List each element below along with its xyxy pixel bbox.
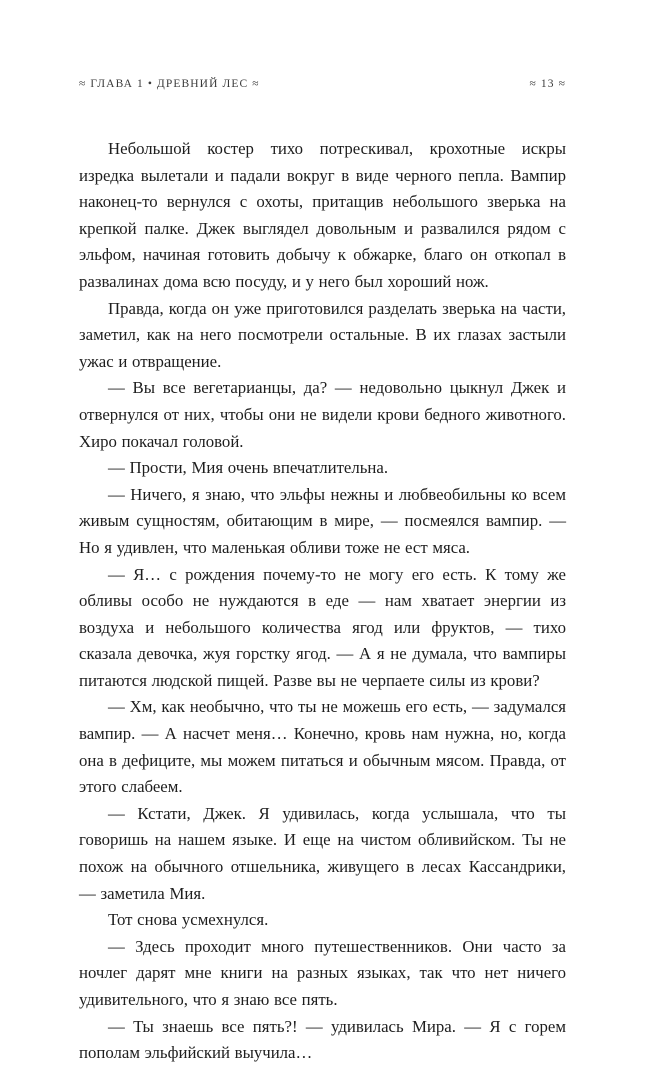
paragraph: Тот снова усмехнулся. bbox=[108, 910, 269, 930]
paragraph: Правда, когда он уже приготовился разделать зверька на части, заметил, как на него посмотрели остальные. В их глазах застыли ужас и отвращение. bbox=[79, 298, 566, 371]
paragraph: — Здесь проходит много путешественников. Они часто за ночлег дарят мне книги на разных языках, так что нет ничего удивительного, что я знаю все пять. bbox=[79, 936, 566, 1009]
page-number: ≈ 13 ≈ bbox=[529, 78, 566, 90]
chapter-title: ≈ ГЛАВА 1 • ДРЕВНИЙ ЛЕС ≈ bbox=[79, 78, 260, 90]
paragraph: — Я… с рождения почему-то не могу его есть. К тому же обливы особо не нуждаются в еде — нам хватает энергии из воздуха и небольшого количества ягод или фруктов, — тихо сказала девочка, жуя горстку ягод. — А я не думала, что вампиры питаются людской пищей. Разве вы не черпаете силы из крови? bbox=[79, 564, 566, 690]
paragraph: — Кстати, Джек. Я удивилась, когда услышала, что ты говоришь на нашем языке. И еще на чистом обливийском. Ты не похож на обычного отшельника, живущего в лесах Кассандрики, — заметила Мия. bbox=[79, 803, 566, 903]
paragraph: — Прости, Мия очень впечатлительна. bbox=[108, 458, 389, 478]
paragraph: Небольшой костер тихо потрескивал, крохотные искры изредка вылетали и падали вокруг в виде черного пепла. Вампир наконец-то вернулся с охоты, притащив небольшого зверька на крепкой палке. Джек выглядел довольным и развалился рядом с эльфом, начиная готовить добычу к обжарке, благо он откопал в развалинах дома всю посуду, и у него был хороший нож. bbox=[79, 139, 566, 291]
text-body bbox=[79, 136, 566, 1067]
paragraph: — Вы все вегетарианцы, да? — недовольно цыкнул Джек и отвернулся от них, чтобы они не видели крови бедного животного. Хиро покачал головой. bbox=[79, 378, 566, 451]
paragraph: — Ничего, я знаю, что эльфы нежны и любвеобильны ко всем живым сущностям, обитающим в мире, — посмеялся вампир. — Но я удивлен, что маленькая обливи тоже не ест мяса. bbox=[79, 484, 566, 557]
paragraph: — Хм, как необычно, что ты не можешь его есть, — задумался вампир. — А насчет меня… Конечно, кровь нам нужна, но, когда она в дефиците, мы можем питаться и обычным мясом. Правда, от этого слабеем. bbox=[79, 697, 566, 797]
paragraph: — Ты знаешь все пять?! — удивилась Мира. — Я с горем пополам эльфийский выучила… bbox=[79, 1016, 566, 1063]
running-header bbox=[79, 78, 566, 90]
